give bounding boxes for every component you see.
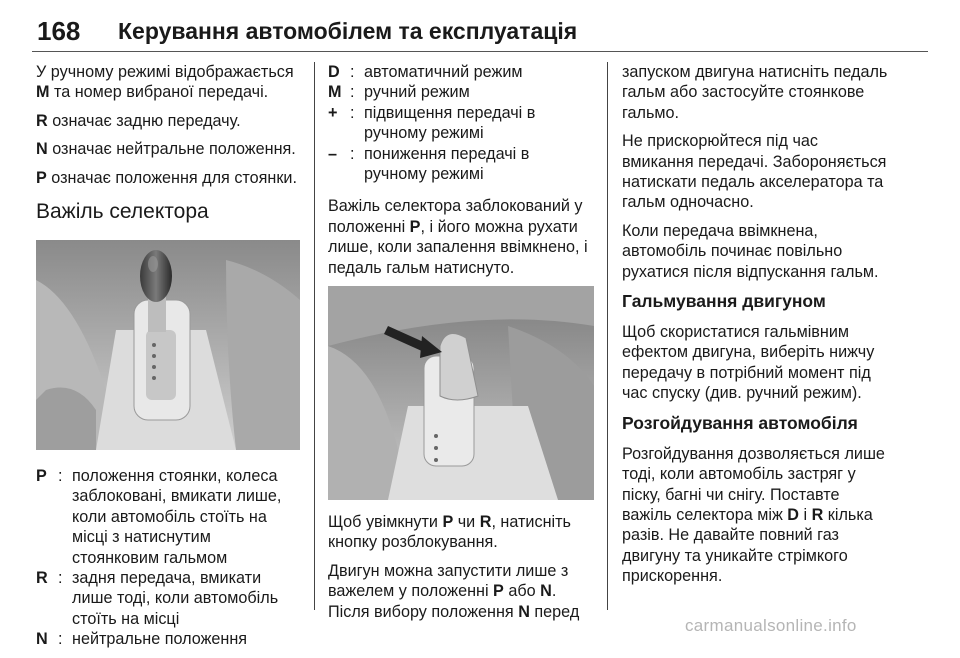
paragraph-brake-before-start: запуском двигуна натисніть педаль гальм або застосуйте стоянкове гальмо. xyxy=(622,63,888,122)
paragraph-manual-mode: У ручному режимі відображається M та номер вибраної передачі. xyxy=(36,63,294,102)
paragraph-reverse: R означає задню передачу. xyxy=(36,111,241,130)
paragraph-neutral: N означає нейтральне положення. xyxy=(36,140,296,159)
paragraph-engine-start: Двигун можна запустити лише з важелем у положенні P або N. Після вибору положення N перед xyxy=(328,561,580,621)
paragraph-no-accelerate: Не прискорюйтеся під час вмикання передачі. Забороняється натискати педаль акселератора та гальм одночасно. xyxy=(622,132,887,212)
unlock-button-photo xyxy=(328,286,594,500)
column-2 xyxy=(328,62,594,630)
position-list-2 xyxy=(328,62,594,184)
paragraph-rocking: Розгойдування дозволяється лише тоді, коли автомобіль застряг у піску, багні чи снігу. Поставте важіль селектора між D і R кілька разів. Не давайте повний газ двигуну та уникайте стрімкого прискорення. xyxy=(622,444,885,586)
definition-item: – : пониження передачі в ручному режимі xyxy=(328,144,530,184)
section-heading-engine-braking: Гальмування двигуном xyxy=(622,291,826,312)
page-header xyxy=(32,14,928,52)
header-rule xyxy=(32,51,928,52)
page-number: 168 xyxy=(37,16,81,46)
definition-item: R : задня передача, вмикати лише тоді, коли автомобіль стоїть на місці xyxy=(36,569,279,628)
selector-lever-photo xyxy=(36,240,300,450)
paragraph-engine-braking: Щоб скористатися гальмівним ефектом двигуна, виберіть нижчу передачу в потрібний момент під час спуску (див. ручний режим). xyxy=(622,323,875,403)
definition-item: N : нейтральне положення xyxy=(36,630,248,649)
paragraph-creep: Коли передача ввімкнена, автомобіль починає повільно рухатися після відпускання гальм. xyxy=(622,221,879,281)
column-3 xyxy=(622,62,892,595)
paragraph-lever-locked: Важіль селектора заблокований у положенні P, і його можна рухати лише, коли запалення ввімкнено, і педаль гальм натиснуто. xyxy=(328,197,588,277)
column-divider xyxy=(607,62,608,610)
definition-item: + : підвищення передачі в ручному режимі xyxy=(328,103,536,143)
watermark: carmanualsonline.info xyxy=(685,616,857,635)
section-heading-selector-lever: Важіль селектора xyxy=(36,200,209,224)
definition-item: M : ручний режим xyxy=(328,83,470,102)
definition-item: D : автоматичний режим xyxy=(328,63,523,81)
page-title: Керування автомобілем та експлуатація xyxy=(118,18,578,44)
column-1 xyxy=(36,62,300,658)
definition-item: P : положення стоянки, колеса заблоковані, вмикати лише, коли автомобіль стоїть на місці з натиснутим стоянковим гальмом xyxy=(36,467,282,567)
paragraph-park: P означає положення для стоянки. xyxy=(36,168,297,187)
column-divider xyxy=(314,62,315,610)
section-heading-rocking: Розгойдування автомобіля xyxy=(622,412,858,433)
position-list-1 xyxy=(36,466,300,650)
paragraph-unlock: Щоб увімкнути P чи R, натисніть кнопку розблокування. xyxy=(328,513,571,552)
